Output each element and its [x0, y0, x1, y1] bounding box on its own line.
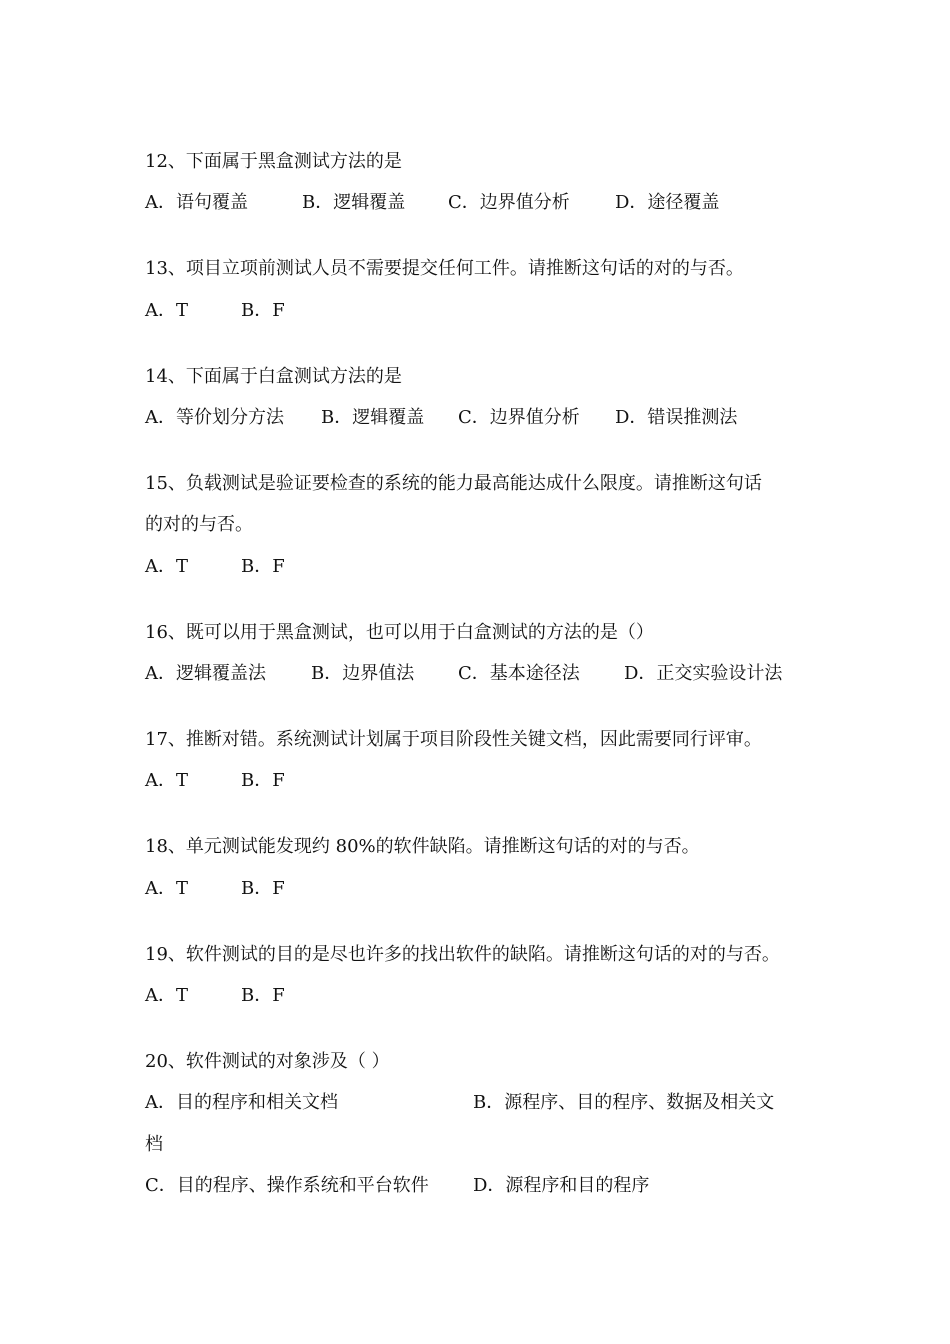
option-a: A．等价划分方法 [145, 407, 284, 428]
option-b: B．F [241, 300, 285, 321]
option-b: B．源程序、目的程序、数据及相关文 [473, 1092, 775, 1113]
option-d: D．途径覆盖 [615, 192, 720, 213]
option-a: A．目的程序和相关文档 [145, 1092, 338, 1113]
question-17-stem: 17、推断对错。系统测试计划属于项目阶段性关键文档，因此需要同行评审。 [145, 729, 762, 750]
question-15-stem: 15、负载测试是验证要检查的系统的能力最高能达成什么限度。请推断这句话 [145, 473, 762, 494]
option-b: B．逻辑覆盖 [302, 192, 406, 213]
option-b: B．F [241, 985, 285, 1006]
option-d: D．正交实验设计法 [624, 663, 783, 684]
question-20-stem: 20、软件测试的对象涉及（ ） [145, 1051, 390, 1072]
option-b: B．F [241, 556, 285, 577]
option-c: C．边界值分析 [458, 407, 580, 428]
option-a: A．语句覆盖 [145, 192, 248, 213]
option-c: C．基本途径法 [458, 663, 580, 684]
option-a: A．T [145, 770, 189, 791]
question-13-stem: 13、项目立项前测试人员不需要提交任何工件。请推断这句话的对的与否。 [145, 258, 744, 279]
question-14-stem: 14、下面属于白盒测试方法的是 [145, 366, 402, 387]
option-d: D．源程序和目的程序 [473, 1175, 650, 1196]
question-20-option-b-continued: 档 [145, 1134, 163, 1155]
option-a: A．T [145, 300, 189, 321]
question-15-stem-continued: 的对的与否。 [145, 514, 253, 535]
option-b: B．F [241, 878, 285, 899]
question-12-stem: 12、下面属于黑盒测试方法的是 [145, 151, 402, 172]
option-a: A．T [145, 878, 189, 899]
option-c: C．边界值分析 [448, 192, 570, 213]
question-18-stem: 18、单元测试能发现约 80%的软件缺陷。请推断这句话的对的与否。 [145, 836, 700, 857]
option-a: A．逻辑覆盖法 [145, 663, 266, 684]
option-d: D．错误推测法 [615, 407, 738, 428]
option-b: B．逻辑覆盖 [321, 407, 425, 428]
option-a: A．T [145, 985, 189, 1006]
question-16-stem: 16、既可以用于黑盒测试，也可以用于白盒测试的方法的是（） [145, 622, 654, 643]
option-b: B．F [241, 770, 285, 791]
option-b: B．边界值法 [311, 663, 415, 684]
option-c: C．目的程序、操作系统和平台软件 [145, 1175, 429, 1196]
option-a: A．T [145, 556, 189, 577]
question-19-stem: 19、软件测试的目的是尽也许多的找出软件的缺陷。请推断这句话的对的与否。 [145, 944, 780, 965]
